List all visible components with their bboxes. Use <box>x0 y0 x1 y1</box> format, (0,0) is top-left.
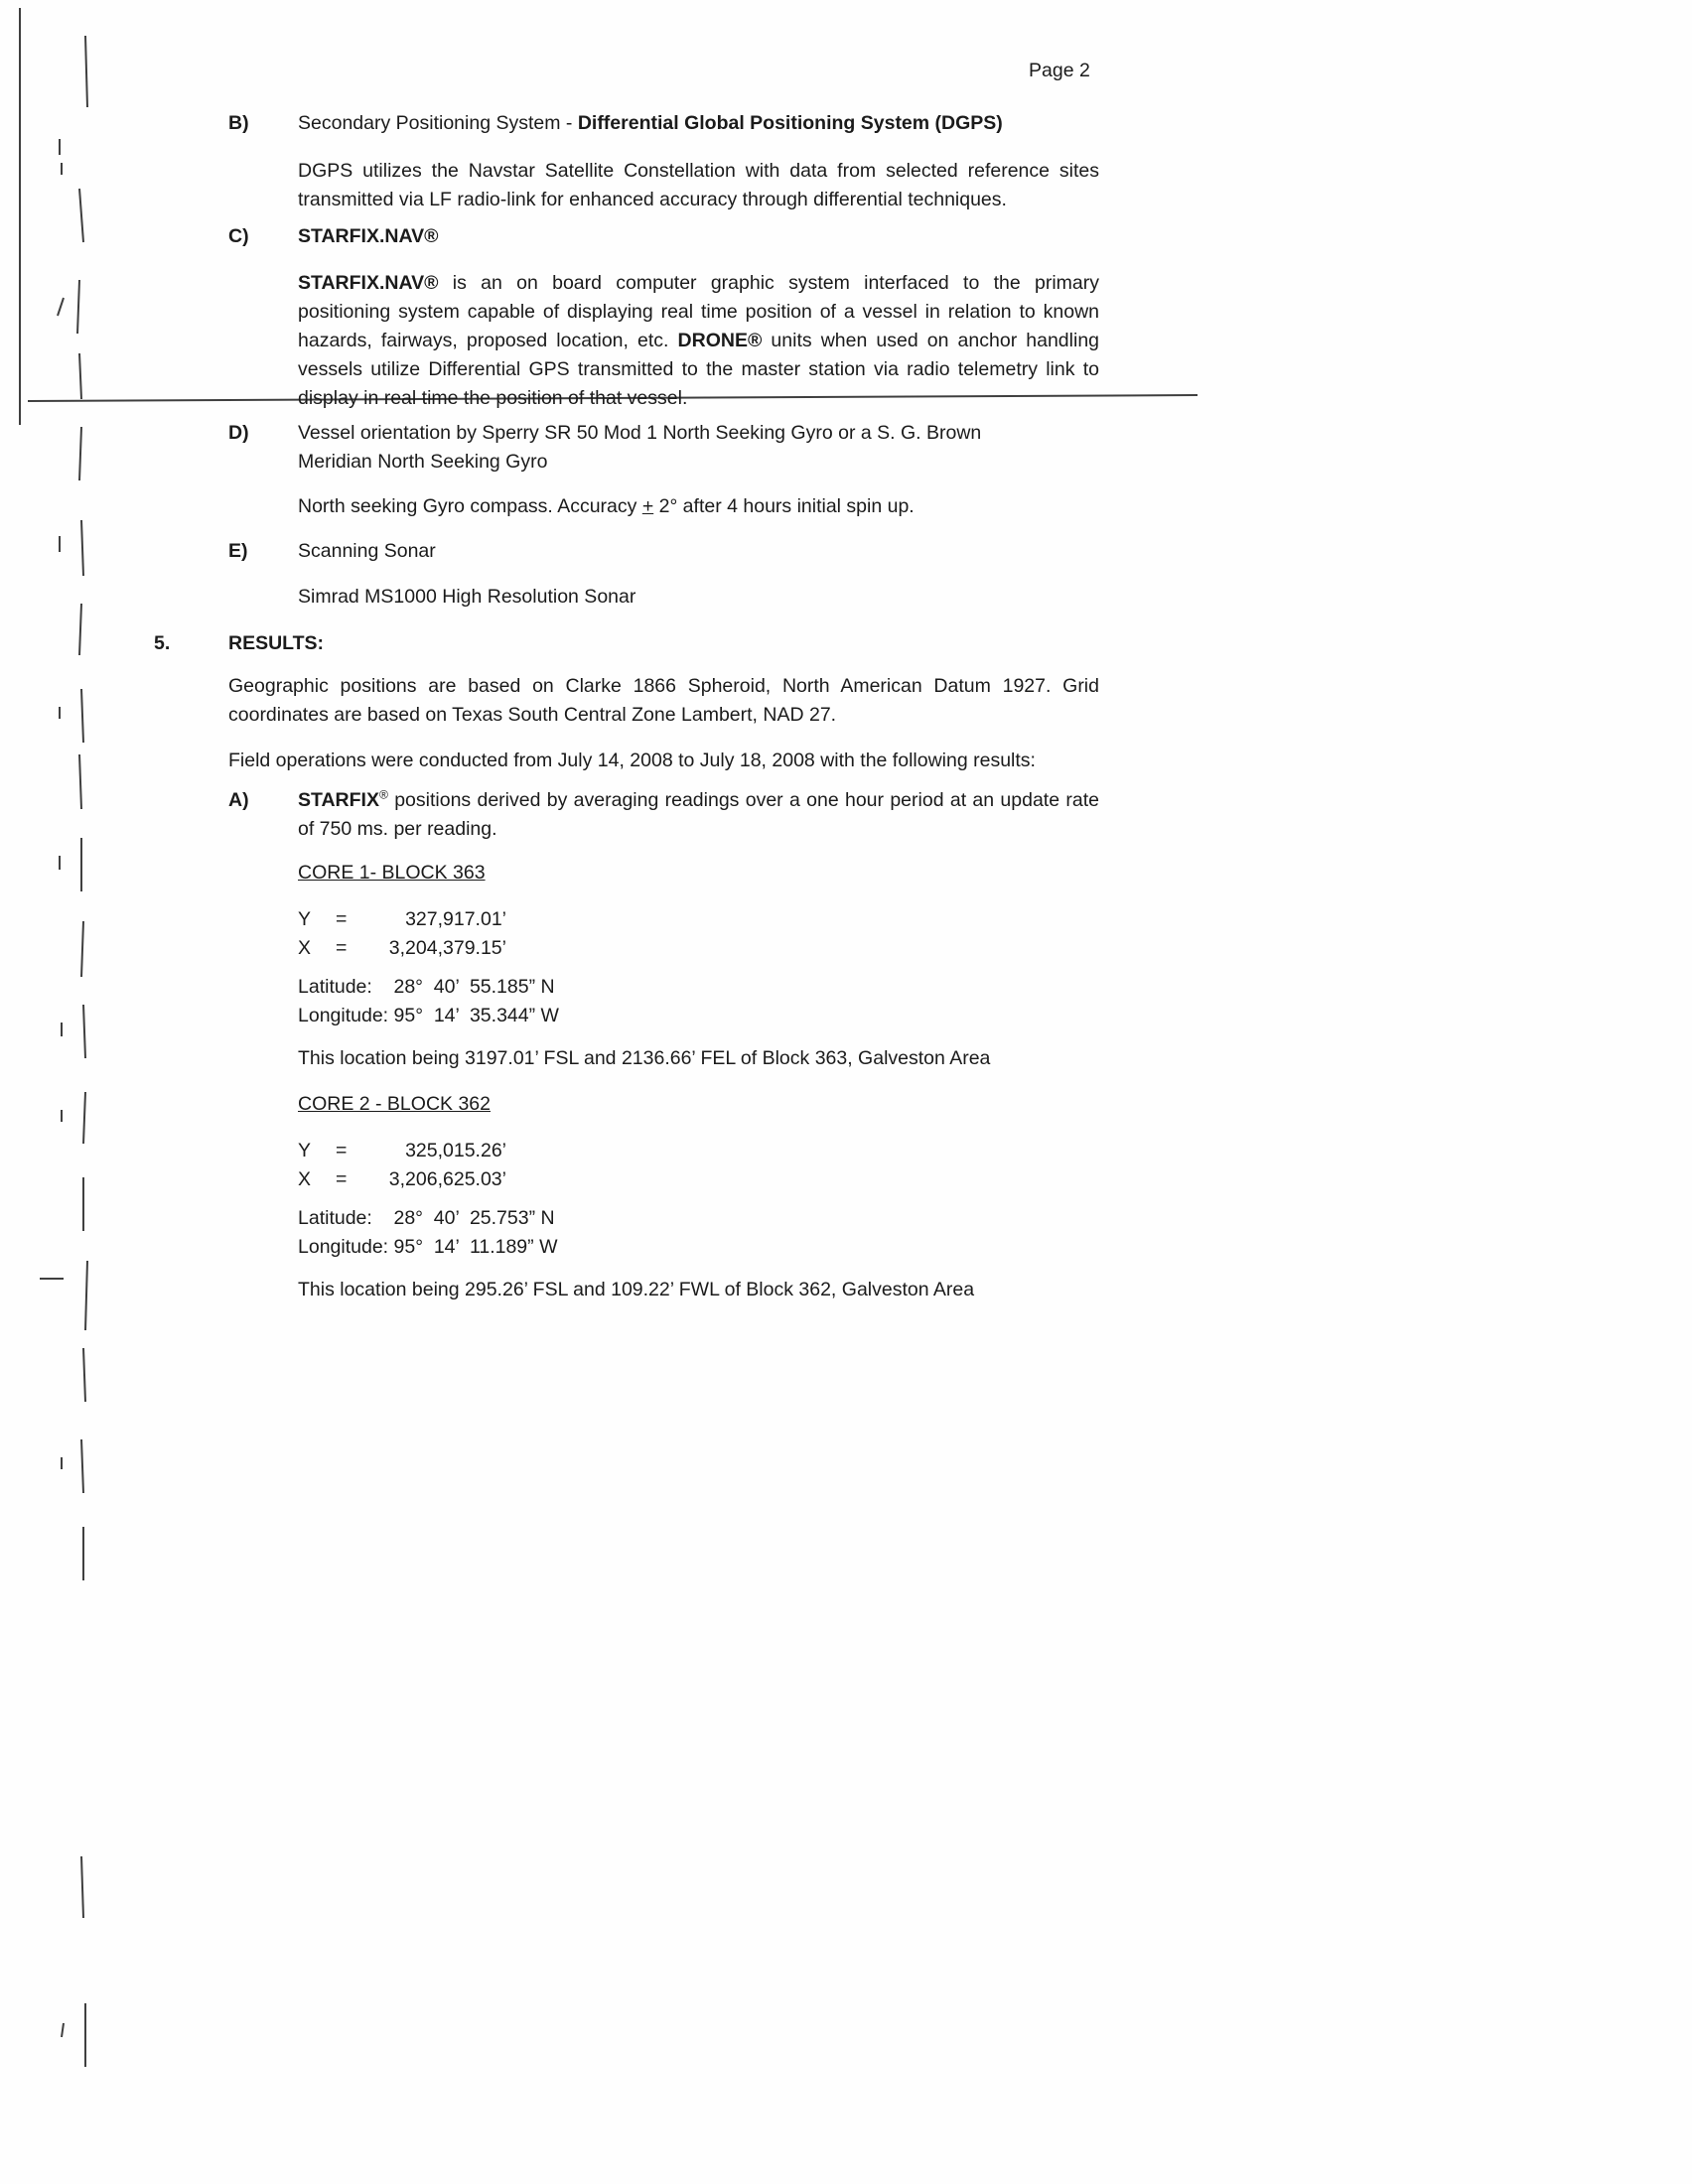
section-d-title-line-1: Vessel orientation by Sperry SR 50 Mod 1 North Seeking Gyro or a S. G. Brown <box>298 422 982 444</box>
core-2-y-label: Y <box>298 1140 312 1161</box>
core-1-note: This location being 3197.01’ FSL and 2136.66’ FEL of Block 363, Galveston Area <box>298 1047 991 1069</box>
results-number: 5. <box>154 632 171 654</box>
gyro-accuracy-pre: North seeking Gyro compass. Accuracy <box>298 495 642 517</box>
core-1-y-equals: = <box>336 908 348 930</box>
drone-bold: DRONE® <box>677 330 763 351</box>
core-2-heading: CORE 2 - BLOCK 362 <box>298 1093 491 1115</box>
core-1-x-row <box>298 934 1099 963</box>
core-2-x-equals: = <box>336 1168 348 1190</box>
section-c-text-2: units when used on anchor handling vessels utilize Differential GPS transmitted to the master station via radio telemetry link to display in real time the position of that vessel. <box>298 330 1100 409</box>
result-a-paragraph <box>298 786 1099 844</box>
section-c-text-1: is an on board computer graphic system interfaced to the primary positioning system capable of displaying real time position of a vessel in relation to known hazards, fairways, proposed location, etc. <box>298 272 1099 351</box>
core-1-x-equals: = <box>336 937 348 959</box>
core-2-latitude: Latitude: 28° 40’ 25.753” N <box>298 1207 555 1229</box>
page-number: Page 2 <box>1029 60 1090 81</box>
core-2-longitude: Longitude: 95° 14’ 11.189” W <box>298 1236 558 1258</box>
section-b-heading <box>228 109 1099 138</box>
core-1-y-value: 327,917.01’ <box>405 908 506 930</box>
result-a-label: A) <box>228 789 249 811</box>
core-1-latitude: Latitude: 28° 40’ 55.185” N <box>298 976 555 998</box>
result-a-row <box>228 786 1099 844</box>
core-2-x-row <box>298 1165 1099 1194</box>
core-2-note: This location being 295.26’ FSL and 109.22’ FWL of Block 362, Galveston Area <box>298 1279 975 1300</box>
core-2-y-row <box>298 1137 1099 1165</box>
section-e-label: E) <box>228 540 248 562</box>
gyro-accuracy-post: 2° after 4 hours initial spin up. <box>653 495 915 517</box>
section-d-paragraph <box>298 492 1099 521</box>
core-2-x-label: X <box>298 1168 312 1190</box>
section-e-heading <box>228 537 1099 566</box>
core-1-longitude: Longitude: 95° 14’ 35.344” W <box>298 1005 559 1026</box>
results-heading-row <box>154 629 1099 658</box>
core-1-x-label: X <box>298 937 312 959</box>
core-1-x-value: 3,204,379.15’ <box>388 937 506 959</box>
section-b-title-normal: Secondary Positioning System - <box>298 112 578 134</box>
section-e-title: Scanning Sonar <box>298 540 436 562</box>
section-b-paragraph: DGPS utilizes the Navstar Satellite Constellation with data from selected reference sites transmitted via LF radio-link for enhanced accuracy through differential techniques. <box>298 160 1099 210</box>
section-b-title <box>298 109 1099 138</box>
starfix-bold: STARFIX <box>298 789 379 811</box>
core-2-y-value: 325,015.26’ <box>405 1140 506 1161</box>
core-1-heading: CORE 1- BLOCK 363 <box>298 862 486 884</box>
core-1-y-row <box>298 905 1099 934</box>
section-c-label: C) <box>228 225 249 247</box>
registered-mark: ® <box>378 787 388 802</box>
result-a-text: positions derived by averaging readings over a one hour period at an update rate of 750 ms. per reading. <box>298 789 1099 840</box>
plus-minus-sign: + <box>641 495 654 517</box>
results-paragraph-1: Geographic positions are based on Clarke 1866 Spheroid, North American Datum 1927. Grid coordinates are based on Texas South Central Zone Lambert, NAD 27. <box>228 675 1099 726</box>
results-heading: RESULTS: <box>228 632 325 654</box>
core-2-x-value: 3,206,625.03’ <box>388 1168 506 1190</box>
section-d-title-line-2: Meridian North Seeking Gyro <box>298 451 548 473</box>
section-c-paragraph <box>298 269 1099 413</box>
core-1-y-label: Y <box>298 908 312 930</box>
starfix-nav-bold: STARFIX.NAV® <box>298 272 439 294</box>
core-2-y-equals: = <box>336 1140 348 1161</box>
section-d-heading <box>228 419 1099 477</box>
section-e-paragraph: Simrad MS1000 High Resolution Sonar <box>298 586 636 608</box>
section-b-title-bold: Differential Global Positioning System (DGPS) <box>577 112 1003 134</box>
section-b-label: B) <box>228 112 249 134</box>
section-d-title <box>298 419 1099 477</box>
results-paragraph-2: Field operations were conducted from July 14, 2008 to July 18, 2008 with the following results: <box>228 750 1036 771</box>
section-c-heading <box>228 222 1099 251</box>
section-d-label: D) <box>228 422 249 444</box>
document-body <box>154 109 1100 1304</box>
section-c-title: STARFIX.NAV® <box>298 225 439 247</box>
